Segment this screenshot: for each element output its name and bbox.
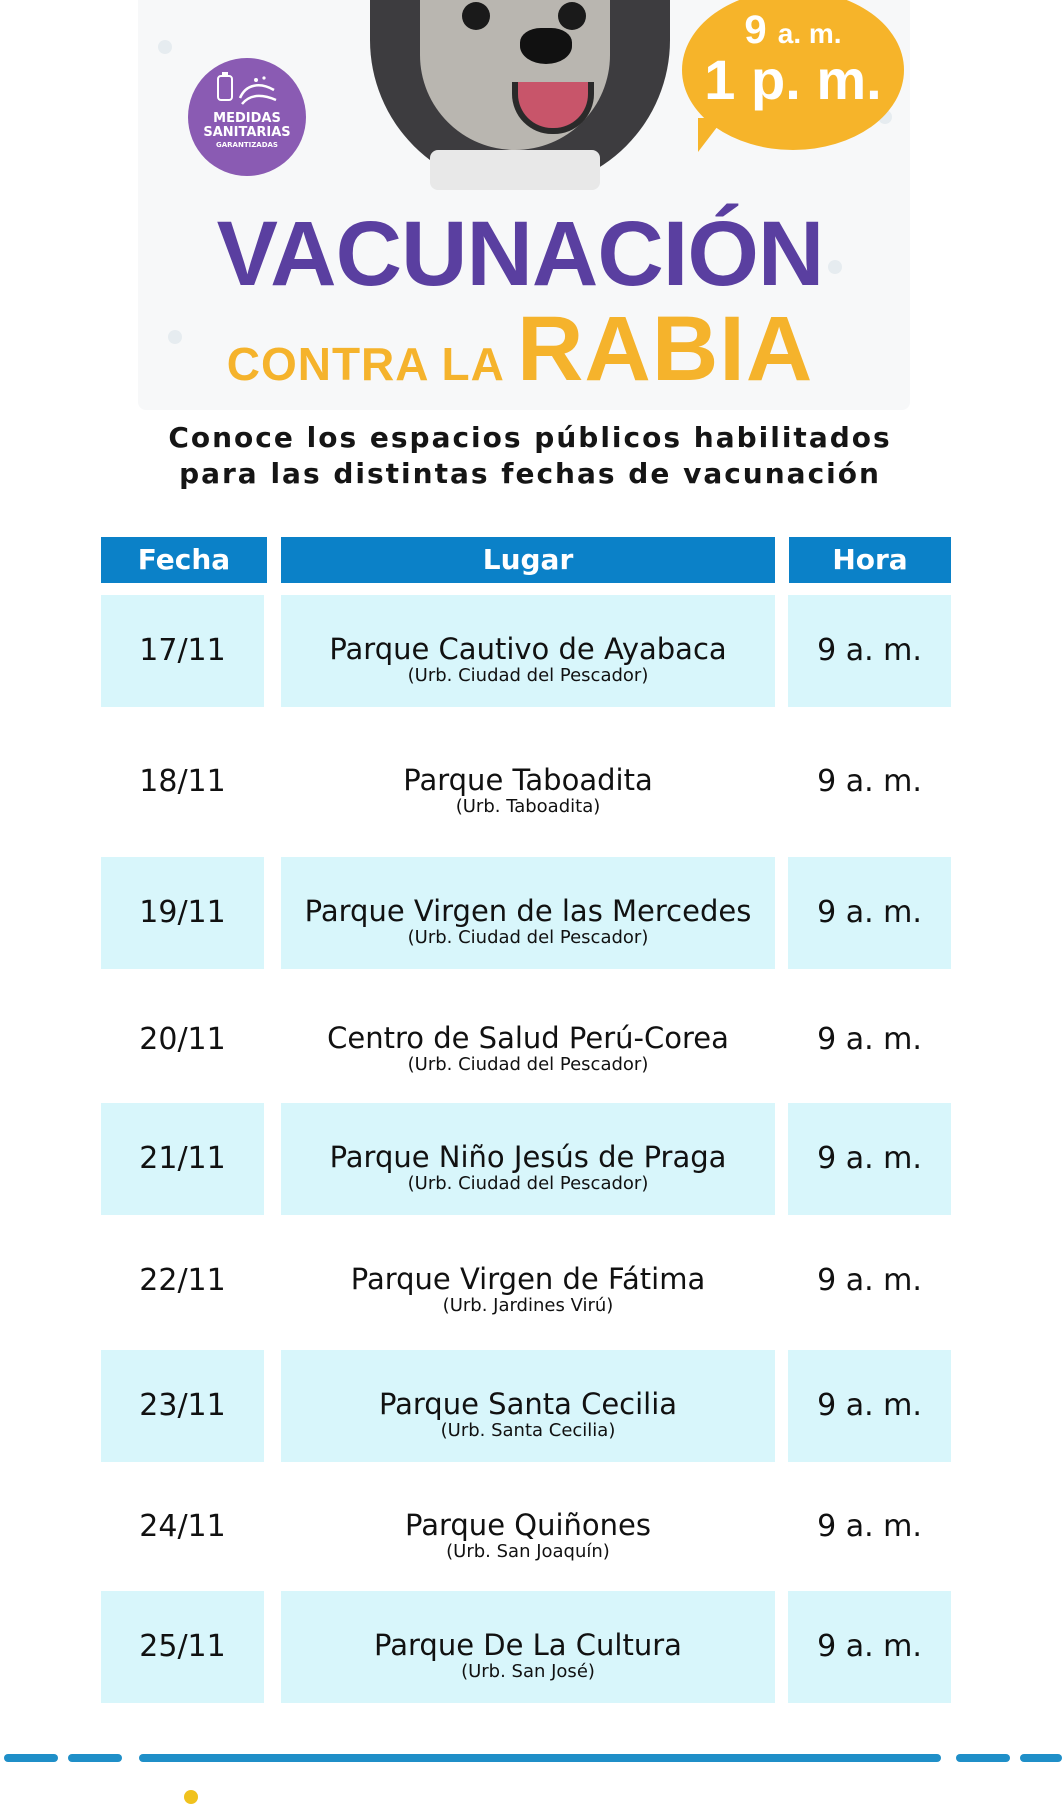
badge-line: GARANTIZADAS bbox=[216, 141, 278, 149]
paw-decoration bbox=[158, 40, 172, 54]
place-cell bbox=[281, 726, 775, 838]
place-cell bbox=[281, 1591, 775, 1703]
place-name: Parque Santa Cecilia bbox=[378, 1387, 678, 1421]
table-row bbox=[0, 1591, 1062, 1703]
place-name: Parque Niño Jesús de Praga bbox=[329, 1140, 727, 1174]
dog-eye bbox=[462, 2, 490, 30]
table-row bbox=[0, 1225, 1062, 1337]
header-time: Hora bbox=[789, 537, 951, 583]
table-row bbox=[0, 1350, 1062, 1462]
date-cell: 21/11 bbox=[101, 1103, 264, 1215]
place-name: Parque Virgen de Fátima bbox=[350, 1262, 706, 1296]
place-name: Parque Cautivo de Ayabaca bbox=[329, 632, 727, 666]
date-cell: 25/11 bbox=[101, 1591, 264, 1703]
date-cell: 19/11 bbox=[101, 857, 264, 969]
date-cell: 23/11 bbox=[101, 1350, 264, 1462]
poster-subtitle bbox=[170, 298, 870, 407]
place-urbanization: (Urb. Ciudad del Pescador) bbox=[407, 927, 649, 948]
table-row bbox=[0, 1471, 1062, 1583]
place-urbanization: (Urb. Santa Cecilia) bbox=[440, 1420, 616, 1441]
time-cell: 9 a. m. bbox=[817, 1509, 922, 1544]
time-cell: 9 a. m. bbox=[788, 1350, 951, 1462]
place-name: Parque Virgen de las Mercedes bbox=[304, 894, 752, 928]
date-cell: 20/11 bbox=[139, 1022, 226, 1057]
place-name: Centro de Salud Perú-Corea bbox=[327, 1021, 729, 1055]
place-urbanization: (Urb. Taboadita) bbox=[455, 796, 601, 817]
place-urbanization: (Urb. Ciudad del Pescador) bbox=[407, 1173, 649, 1194]
heading-line: Conoce los espacios públicos habilitados bbox=[168, 421, 892, 454]
place-cell bbox=[281, 595, 775, 707]
dog-collar bbox=[430, 150, 600, 190]
time-cell: 9 a. m. bbox=[788, 1591, 951, 1703]
footer-divider bbox=[956, 1754, 1010, 1762]
place-urbanization: (Urb. Ciudad del Pescador) bbox=[407, 665, 649, 686]
start-hour: 9 bbox=[744, 8, 767, 52]
start-suffix: a. m. bbox=[777, 18, 842, 49]
badge-tail bbox=[270, 155, 292, 171]
place-cell bbox=[281, 1225, 775, 1337]
time-cell: 9 a. m. bbox=[817, 1022, 922, 1057]
date-cell: 18/11 bbox=[139, 764, 226, 799]
table-row bbox=[0, 984, 1062, 1096]
bubble-tail bbox=[698, 118, 724, 152]
footer-divider bbox=[1020, 1754, 1062, 1762]
subtitle-small: CONTRA LA bbox=[226, 338, 504, 390]
handwash-icon bbox=[212, 72, 282, 108]
table-row bbox=[0, 857, 1062, 969]
place-urbanization: (Urb. San José) bbox=[461, 1661, 595, 1682]
place-name: Parque Taboadita bbox=[403, 763, 653, 797]
heading-line: para las distintas fechas de vacunación bbox=[179, 457, 881, 490]
time-cell: 9 a. m. bbox=[788, 595, 951, 707]
subtitle-big: RABIA bbox=[516, 298, 814, 400]
footer-divider bbox=[68, 1754, 122, 1762]
table-row bbox=[0, 595, 1062, 707]
dog-eye bbox=[558, 2, 586, 30]
table-row bbox=[0, 1103, 1062, 1215]
time-cell: 9 a. m. bbox=[788, 1103, 951, 1215]
time-cell: 9 a. m. bbox=[788, 857, 951, 969]
date-cell: 24/11 bbox=[139, 1509, 226, 1544]
place-cell bbox=[281, 1350, 775, 1462]
header-place: Lugar bbox=[281, 537, 775, 583]
place-cell bbox=[281, 1103, 775, 1215]
intro-heading bbox=[80, 420, 980, 492]
footer-divider bbox=[4, 1754, 58, 1762]
end-time: 1 p. m. bbox=[704, 48, 882, 111]
place-name: Parque Quiñones bbox=[405, 1508, 651, 1542]
date-cell: 17/11 bbox=[101, 595, 264, 707]
place-cell bbox=[281, 857, 775, 969]
place-cell bbox=[281, 984, 775, 1096]
place-urbanization: (Urb. Ciudad del Pescador) bbox=[407, 1054, 649, 1075]
time-cell: 9 a. m. bbox=[817, 1263, 922, 1298]
date-cell: 22/11 bbox=[139, 1263, 226, 1298]
place-urbanization: (Urb. Jardines Virú) bbox=[442, 1295, 614, 1316]
dog-nose bbox=[520, 28, 572, 64]
time-cell: 9 a. m. bbox=[817, 764, 922, 799]
poster-title: VACUNACIÓN bbox=[216, 203, 824, 305]
badge-line: SANITARIAS bbox=[203, 125, 291, 140]
place-cell bbox=[281, 1471, 775, 1583]
header-date: Fecha bbox=[101, 537, 267, 583]
footer-divider bbox=[139, 1754, 941, 1762]
logo-dot bbox=[184, 1790, 198, 1804]
place-urbanization: (Urb. San Joaquín) bbox=[446, 1541, 610, 1562]
place-name: Parque De La Cultura bbox=[374, 1628, 682, 1662]
table-row bbox=[0, 726, 1062, 838]
badge-line: MEDIDAS bbox=[213, 111, 281, 126]
